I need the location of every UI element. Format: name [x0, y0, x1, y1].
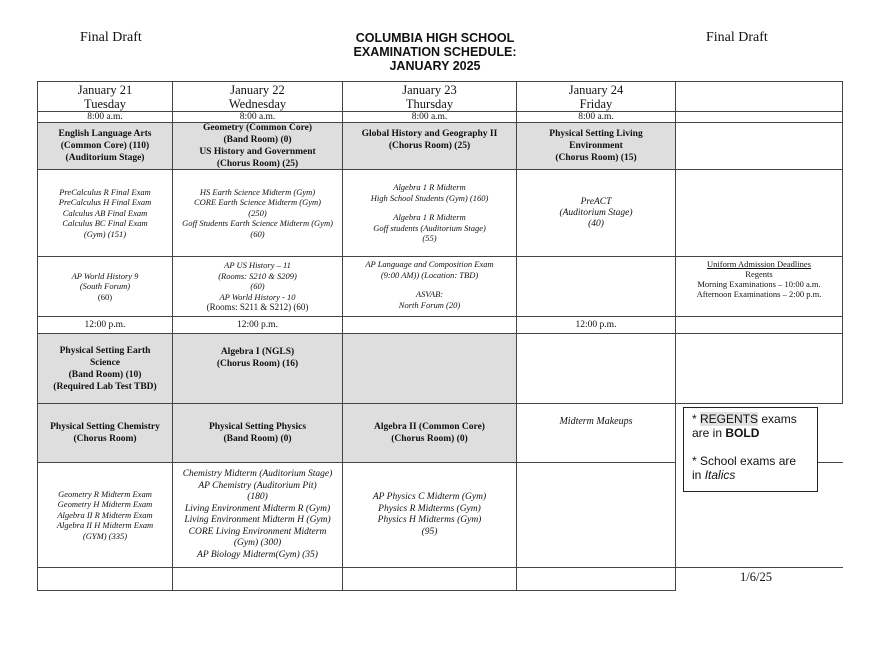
exam-line: (Chorus Room) (15) — [555, 153, 637, 163]
day-weekday: Thursday — [405, 96, 454, 111]
exam-line: AP Physics C Midterm (Gym) — [372, 492, 487, 502]
regents-exam-cell — [37, 333, 173, 404]
exam-line: (180) — [247, 492, 268, 502]
exam-line: Living Environment Midterm H (Gym) — [184, 515, 331, 525]
exam-line: Calculus AB Final Exam — [62, 207, 148, 218]
empty-cell — [516, 333, 676, 404]
day-date: January 24 — [568, 82, 624, 97]
exam-line: PreCalculus H Final Exam — [58, 197, 152, 208]
empty-cell — [516, 462, 676, 568]
legend-regents-note — [692, 412, 809, 440]
exam-line: Algebra 1 R Midterm — [393, 182, 466, 193]
legend-text: in — [692, 468, 705, 482]
day-date: January 22 — [230, 82, 285, 97]
empty-shaded-cell — [342, 333, 517, 404]
school-exam-cell — [172, 462, 343, 568]
title-line: COLUMBIA HIGH SCHOOL — [355, 31, 515, 45]
day-weekday: Tuesday — [84, 96, 126, 111]
empty-cell — [342, 567, 517, 591]
school-exam-cell — [37, 462, 173, 568]
legend-school-note — [692, 454, 809, 482]
admission-title: Uniform Admission Deadlines — [707, 259, 811, 269]
time-cell — [37, 316, 173, 334]
exam-line: Science — [89, 357, 121, 368]
header-right-label: Final Draft — [706, 30, 768, 45]
legend-text: exams — [758, 412, 797, 426]
exam-line: Environment — [569, 141, 623, 151]
exam-line: (Auditorium Stage) — [65, 153, 145, 163]
exam-line: (GYM) (335) — [82, 530, 128, 541]
exam-line: (Gym) (151) — [83, 228, 127, 239]
am-time: 8:00 a.m. — [239, 112, 276, 122]
table-rule — [818, 462, 843, 463]
exam-line: ASVAB: — [415, 289, 444, 299]
exam-line: PreCalculus R Final Exam — [59, 186, 151, 197]
table-rule — [675, 403, 676, 591]
exam-line: North Forum (20) — [398, 299, 461, 310]
day-header-wednesday — [172, 81, 343, 112]
pm-time: 12:00 p.m. — [575, 319, 617, 330]
exam-line: Goff Students Earth Science Midterm (Gym) — [182, 218, 333, 229]
exam-line: (Common Core) (110) — [60, 141, 150, 151]
exam-line: AP World History - 10 — [219, 291, 296, 302]
empty-cell — [37, 567, 173, 591]
exam-line: CORE Living Environment Midterm — [188, 526, 327, 537]
regents-exam-cell — [516, 122, 676, 170]
pm-time: 12:00 p.m. — [84, 319, 126, 330]
exam-line: AP Language and Composition Exam — [365, 259, 494, 269]
exam-line: (Band Room) (10) — [68, 369, 142, 380]
uniform-admission-cell — [675, 256, 843, 317]
school-exam-cell — [37, 256, 173, 317]
school-exam-cell — [342, 256, 517, 317]
table-rule — [676, 567, 843, 568]
day-header-tuesday — [37, 81, 173, 112]
exam-line: (Chorus Room) (25) — [388, 141, 471, 151]
exam-line: Algebra II (Common Core) — [374, 422, 485, 432]
empty-cell — [675, 169, 843, 257]
exam-line: (60) — [97, 291, 113, 302]
exam-line: Global History and Geography II — [361, 129, 498, 139]
exam-line: (Auditorium Stage) — [559, 207, 633, 218]
empty-cell — [675, 122, 843, 170]
exam-line: (Required Lab Test TBD) — [53, 381, 157, 392]
regents-exam-cell — [37, 122, 173, 170]
exam-line: Geometry R Midterm Exam — [58, 488, 152, 499]
day-date: January 23 — [402, 82, 457, 97]
time-cell — [342, 316, 517, 334]
day-weekday: Friday — [579, 96, 613, 111]
regents-highlight: REGENTS — [700, 412, 759, 426]
exam-line: Algebra 1 R Midterm — [393, 212, 466, 223]
exam-line: CORE Earth Science Midterm (Gym) — [194, 197, 321, 208]
am-time: 8:00 a.m. — [411, 112, 448, 122]
exam-line: (Rooms: S211 & S212) (60) — [206, 302, 309, 313]
exam-line: Physics R Midterms (Gym) — [378, 503, 481, 514]
exam-line: Geometry (Common Core) — [202, 123, 313, 133]
exam-line: PreACT — [580, 196, 612, 207]
exam-line: Physics H Midterms (Gym) — [377, 515, 482, 525]
am-time: 8:00 a.m. — [578, 112, 614, 122]
time-cell — [516, 316, 676, 334]
exam-line: (Band Room) (0) — [223, 434, 292, 444]
legend-box — [683, 407, 818, 492]
exam-line: (60) — [250, 228, 265, 239]
empty-cell — [675, 316, 843, 334]
table-rule — [676, 403, 843, 404]
exam-line: Goff students (Auditorium Stage) — [373, 222, 486, 233]
exam-line: Physical Setting Physics — [208, 422, 307, 432]
day-date: January 21 — [77, 82, 133, 97]
exam-line: Physical Setting Living — [549, 129, 643, 139]
exam-line: Physical Setting Chemistry — [50, 422, 160, 432]
exam-line: (Chorus Room) (0) — [391, 434, 468, 444]
exam-line: (95) — [421, 526, 438, 537]
exam-line: AP US History – 11 — [224, 260, 291, 271]
italic-word: Italics — [704, 468, 736, 482]
exam-line: (Band Room) (0) — [223, 135, 292, 145]
empty-cell — [675, 81, 843, 112]
exam-line: (South Forum) — [79, 281, 131, 292]
regents-exam-cell — [172, 403, 343, 463]
school-exam-cell — [342, 462, 517, 568]
exam-line: (Chorus Room) (25) — [216, 159, 299, 169]
regents-exam-cell — [172, 333, 343, 404]
title-line: EXAMINATION SCHEDULE: — [353, 45, 517, 59]
exam-line: (250) — [248, 207, 267, 218]
admission-line: Afternoon Examinations – 2:00 p.m. — [696, 289, 822, 299]
exam-line: (55) — [422, 233, 437, 244]
exam-line: HS Earth Science Midterm (Gym) — [199, 186, 316, 197]
title-line: JANUARY 2025 — [389, 59, 481, 73]
regents-exam-cell — [342, 122, 517, 170]
regents-exam-cell — [172, 122, 343, 170]
empty-cell — [516, 256, 676, 317]
day-header-thursday — [342, 81, 517, 112]
admission-line: Regents — [745, 269, 773, 279]
school-exam-cell — [172, 256, 343, 317]
school-exam-cell — [342, 169, 517, 257]
exam-line: (Chorus Room) — [73, 434, 137, 444]
legend-text: * School exams are — [692, 454, 797, 468]
legend-text: * — [692, 412, 701, 426]
empty-cell — [172, 567, 343, 591]
admission-line: Morning Examinations – 10:00 a.m. — [697, 279, 821, 289]
exam-line: High School Students (Gym) (160) — [370, 192, 489, 203]
regents-exam-cell — [37, 403, 173, 463]
day-header-friday — [516, 81, 676, 112]
am-time: 8:00 a.m. — [87, 112, 123, 122]
exam-line: Living Environment Midterm R (Gym) — [184, 503, 331, 514]
exam-line: (Gym) (300) — [233, 538, 282, 548]
exam-line: Algebra II R Midterm Exam — [57, 509, 153, 520]
regents-exam-cell — [342, 403, 517, 463]
exam-line: AP Biology Midterm(Gym) (35) — [197, 549, 318, 560]
footer-date: 1/6/25 — [740, 570, 772, 584]
pm-time: 12:00 p.m. — [237, 319, 278, 330]
exam-line: Calculus BC Final Exam — [62, 218, 148, 229]
header-left-label: Final Draft — [80, 30, 142, 45]
legend-text: are in — [692, 426, 726, 440]
time-cell — [172, 316, 343, 334]
exam-line: (60) — [250, 281, 265, 292]
midterm-makeups-label: Midterm Makeups — [559, 416, 633, 427]
day-weekday: Wednesday — [228, 96, 287, 111]
exam-line: (Chorus Room) (16) — [216, 359, 299, 369]
exam-line: Geometry H Midterm Exam — [57, 499, 153, 510]
empty-cell — [675, 333, 843, 404]
midterm-makeups-cell — [516, 403, 676, 463]
exam-line: AP Chemistry (Auditorium Pit) — [198, 480, 317, 491]
empty-cell — [516, 567, 676, 591]
exam-line: English Language Arts — [58, 129, 152, 139]
exam-line: Algebra II H Midterm Exam — [56, 520, 154, 531]
exam-line: (Rooms: S210 & S209) — [218, 270, 297, 281]
school-exam-cell — [516, 169, 676, 257]
school-exam-cell — [172, 169, 343, 257]
exam-line: (40) — [588, 218, 604, 229]
bold-word: BOLD — [725, 426, 760, 440]
exam-line: US History and Government — [199, 147, 316, 157]
exam-line: Algebra I (NGLS) — [220, 347, 295, 357]
exam-line: Chemistry Midterm (Auditorium Stage) — [182, 469, 333, 479]
school-exam-cell — [37, 169, 173, 257]
exam-line: (9:00 AM)) (Location: TBD) — [380, 269, 479, 280]
exam-line: Physical Setting Earth — [59, 345, 151, 356]
exam-line: AP World History 9 — [71, 270, 139, 281]
